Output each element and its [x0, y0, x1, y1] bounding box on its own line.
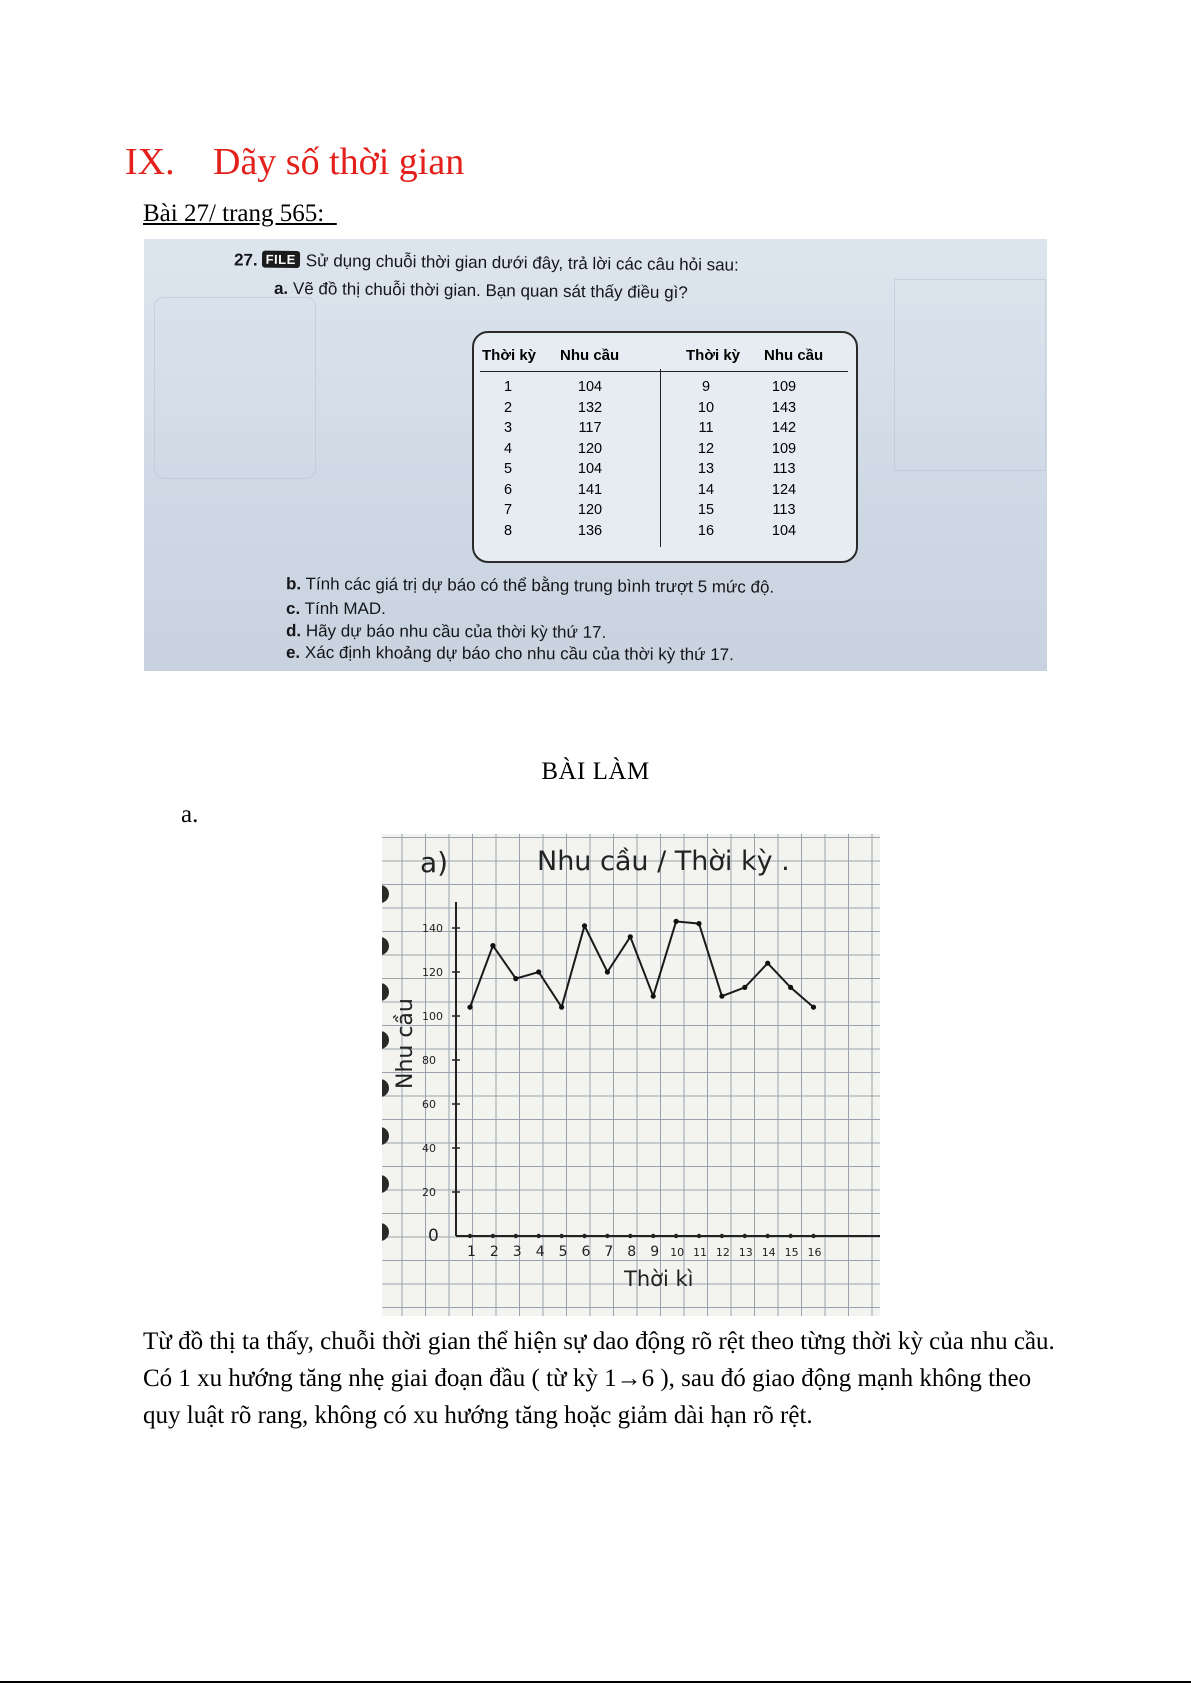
punch-hole: [382, 983, 389, 1001]
x-axis-label: Thời kì: [624, 1267, 694, 1291]
table-cell-period: 2: [503, 399, 513, 416]
chart-corner-label: a): [420, 846, 449, 879]
table-cell-period: 8: [503, 522, 513, 539]
table-cell-period: 12: [697, 440, 715, 457]
table-cell-demand: 109: [771, 440, 797, 457]
table-cell-period: 11: [698, 420, 714, 436]
x-tick-label: 14: [761, 1246, 776, 1259]
table-cell-demand: 143: [771, 399, 797, 416]
x-ticks: [467, 1234, 822, 1260]
data-point-period-12: [719, 994, 724, 999]
data-point-period-3: [513, 976, 518, 981]
y-tick-label: 80: [422, 1054, 436, 1067]
x-tick-label: 16: [807, 1246, 822, 1259]
table-cell-period: 15: [697, 502, 715, 518]
table-cell-period: 14: [697, 481, 715, 498]
y-tick-label: 120: [422, 966, 443, 979]
x-tick-mark: [468, 1234, 472, 1238]
table-header-demand-2: Nhu cầu: [764, 347, 824, 364]
x-tick-label: 4: [535, 1244, 545, 1260]
data-point-period-15: [788, 985, 793, 990]
question-a-text: Vẽ đồ thị chuỗi thời gian. Bạn quan sát thấy điều gì?: [292, 279, 688, 303]
data-point-period-1: [467, 1005, 472, 1010]
table-cell-demand: 104: [577, 379, 603, 395]
data-point-period-6: [582, 923, 587, 928]
exercise-intro: Sử dụng chuỗi thời gian dưới đây, trả lời các câu hỏi sau:: [305, 251, 739, 275]
x-tick-mark: [559, 1234, 563, 1238]
question-b-letter: b.: [285, 574, 302, 594]
table-header-period-2: Thời kỳ: [686, 347, 741, 364]
table-cell-demand: 120: [577, 440, 603, 457]
question-d-letter: d.: [285, 621, 302, 641]
punch-hole: [382, 1175, 389, 1193]
table-cell-period: 1: [503, 379, 513, 395]
table-header-demand-1: Nhu cầu: [560, 347, 620, 364]
x-tick-label: 9: [650, 1244, 660, 1260]
data-point-period-7: [605, 969, 610, 974]
x-tick-label: 10: [670, 1246, 685, 1259]
question-b: [286, 574, 774, 597]
part-a-label: a.: [181, 801, 199, 828]
x-tick-mark: [766, 1234, 770, 1238]
table-cell-demand: 120: [577, 502, 603, 518]
table-cell-demand: 113: [772, 461, 796, 477]
exercise-photo: [144, 239, 1047, 671]
answer-title: BÀI LÀM: [541, 758, 650, 785]
punch-hole: [382, 937, 389, 955]
table-cell-demand: 142: [771, 420, 797, 436]
x-tick-mark: [514, 1234, 518, 1238]
x-tick-mark: [651, 1234, 655, 1238]
table-cell-demand: 113: [772, 502, 796, 518]
y-tick-label: 100: [422, 1010, 443, 1023]
table-cell-period: 5: [503, 461, 513, 477]
demand-table: [472, 331, 858, 563]
chart-title: Nhu cầu / Thời kỳ .: [537, 846, 790, 877]
punch-hole: [382, 1127, 389, 1145]
question-c-text: Tính MAD.: [304, 599, 386, 618]
question-e: [286, 643, 734, 665]
x-tick-mark: [605, 1234, 609, 1238]
table-cell-demand: 132: [577, 399, 603, 416]
x-tick-mark: [628, 1234, 632, 1238]
x-tick-label: 15: [784, 1246, 799, 1259]
punch-hole: [382, 1079, 389, 1097]
table-cell-period: 3: [503, 420, 513, 436]
x-tick-mark: [674, 1234, 678, 1238]
question-a: [274, 279, 688, 303]
punch-hole: [382, 1031, 389, 1049]
question-a-letter: a.: [273, 278, 289, 298]
data-point-period-5: [559, 1005, 564, 1010]
data-point-period-8: [628, 934, 633, 939]
table-header-rule: [480, 371, 848, 372]
x-tick-mark: [788, 1234, 792, 1238]
table-cell-demand: 117: [578, 420, 602, 436]
table-cell-demand: 104: [577, 461, 603, 477]
question-d-text: Hãy dự báo nhu cầu của thời kỳ thứ 17.: [305, 621, 607, 642]
x-tick-label: 1: [467, 1244, 476, 1260]
ghost-table: [154, 297, 316, 479]
x-tick-label: 5: [558, 1244, 568, 1260]
data-point-period-4: [536, 969, 541, 974]
table-cell-period: 9: [701, 379, 711, 395]
data-point-period-11: [696, 921, 701, 926]
y-tick-label: 0: [428, 1226, 439, 1246]
table-cell-demand: 124: [771, 481, 797, 498]
table-cell-demand: 141: [577, 481, 603, 498]
x-tick-mark: [582, 1234, 586, 1238]
question-c: [286, 599, 386, 619]
exercise-reference: Bài 27/ trang 565:: [143, 200, 337, 227]
question-e-text: Xác định khoảng dự báo cho nhu cầu của thời kỳ thứ 17.: [304, 642, 734, 665]
x-tick-label: 8: [627, 1244, 637, 1260]
x-tick-label: 6: [581, 1244, 591, 1260]
section-title: Dãy số thời gian: [213, 141, 465, 183]
y-axis-label: Nhu cầu: [393, 998, 418, 1089]
table-cell-period: 4: [503, 440, 513, 457]
question-b-text: Tính các giá trị dự báo có thể bằng trung bình trượt 5 mức độ.: [305, 574, 775, 597]
data-point-period-10: [674, 919, 679, 924]
question-e-letter: e.: [285, 642, 301, 662]
y-tick-label: 20: [422, 1186, 436, 1199]
table-cell-period: 6: [503, 481, 513, 498]
x-tick-label: 3: [512, 1244, 522, 1260]
x-tick-label: 11: [693, 1246, 707, 1259]
data-point-period-14: [765, 961, 770, 966]
conclusion-paragraph: Từ đồ thị ta thấy, chuỗi thời gian thể hiện sự dao động rõ rệt theo từng thời kỳ của nhu cầu. Có 1 xu hướng tăng nhẹ giai đoạn đầu ( từ kỳ 1→6 ), sau đó giao động mạnh không theo quy luật rõ rang, không có xu hướng tăng hoặc giảm dài hạn rõ rệt.: [143, 1328, 1055, 1429]
table-header-period-1: Thời kỳ: [482, 347, 537, 364]
punch-hole: [382, 885, 389, 903]
x-tick-mark: [491, 1234, 495, 1238]
x-tick-mark: [811, 1234, 815, 1238]
x-tick-label: 12: [715, 1246, 730, 1259]
table-cell-demand: 136: [577, 522, 603, 539]
table-cell-period: 10: [697, 399, 715, 416]
x-tick-label: 13: [738, 1246, 753, 1259]
table-cell-period: 13: [697, 461, 715, 477]
section-number: IX.: [125, 141, 175, 183]
demand-line-chart: [382, 834, 880, 1316]
y-tick-label: 140: [422, 922, 443, 935]
x-tick-mark: [697, 1234, 701, 1238]
table-cell-period: 16: [697, 522, 715, 539]
file-badge: FILE: [262, 251, 300, 268]
x-tick-mark: [720, 1234, 724, 1238]
section-heading: [125, 140, 464, 184]
data-point-period-13: [742, 985, 747, 990]
exercise-intro-line: [234, 250, 739, 275]
data-point-period-2: [490, 943, 495, 948]
table-cell-demand: 104: [771, 522, 797, 539]
y-tick-label: 40: [422, 1142, 436, 1155]
question-c-letter: c.: [286, 599, 301, 618]
y-tick-label: 60: [422, 1098, 436, 1111]
x-tick-mark: [743, 1234, 747, 1238]
notebook-holes: [382, 885, 389, 1241]
demand-series-line: [470, 921, 814, 1007]
data-point-period-9: [651, 994, 656, 999]
table-cell-period: 7: [503, 502, 513, 518]
data-point-period-16: [811, 1005, 816, 1010]
exercise-number: 27.: [233, 250, 258, 270]
ghost-box: [894, 279, 1046, 471]
x-tick-mark: [537, 1234, 541, 1238]
table-cell-demand: 109: [771, 379, 797, 395]
handwritten-chart-photo: [382, 834, 880, 1316]
x-tick-label: 2: [489, 1244, 499, 1260]
bottom-rule: [0, 1681, 1191, 1683]
question-d: [286, 621, 606, 643]
y-ticks: [422, 922, 460, 1246]
x-tick-label: 7: [604, 1244, 614, 1260]
punch-hole: [382, 1223, 389, 1241]
table-column-divider: [660, 369, 661, 547]
